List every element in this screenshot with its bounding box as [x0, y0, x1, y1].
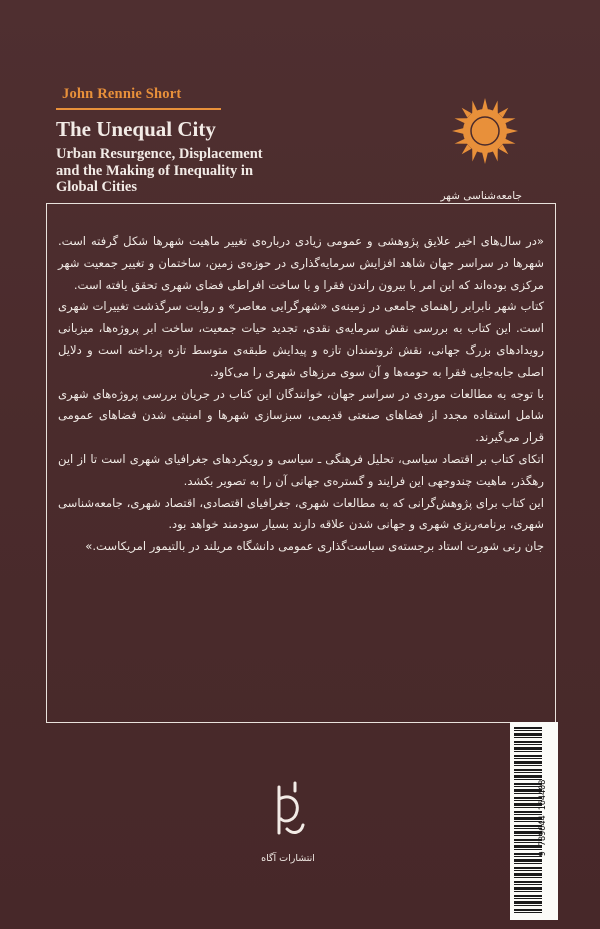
- description-paragraph: اتکای کتاب بر اقتصاد سیاسی، تحلیل فرهنگی ـ سیاسی و رویکردهای جغرافیای شهری است تا از این رهگذر، ماهیت چندوجهی این فرایند و گستره‌ی جهانی آن را به تصویر بکشد.: [58, 451, 544, 488]
- description-paragraph: با توجه به مطالعات موردی در سراسر جهان، خوانندگان این کتاب در جریان بررسی پروژه‌های شهری شامل استفاده مجدد از فضاهای صنعتی قدیمی، سبزسازی شهرها و امنیتی شدن فضاهای عمومی قرار می‌گیرند.: [58, 386, 544, 445]
- subtitle-line: and the Making of Inequality in: [56, 162, 254, 179]
- description-paragraph: «در سال‌های اخیر علایق پژوهشی و عمومی زیادی درباره‌ی تغییر ماهیت شهرها شکل گرفته است. شهرها در سراسر جهان شاهد افزایش سرمایه‌گذاری در حوزه‌ی زمین، ساختمان و تغییر جمعیت شهر مرکزی بوده‌اند که این امر با بیرون راندن فقرا و با ساخت افراطی فضای شهری تحقق یافته است.: [58, 234, 544, 292]
- description-paragraph: این کتاب برای پژوهش‌گرانی که به مطالعات شهری، جغرافیای اقتصادی، اقتصاد شهری، جامعه‌شناسی شهری، برنامه‌ریزی شهری و جهانی شدن علاقه دارند بسیار سودمند خواهد بود.: [58, 495, 544, 532]
- description-paragraph: جان رنی شورت استاد برجسته‌ی سیاست‌گذاری عمومی دانشگاه مریلند در بالتیمور امریکاست.»: [85, 539, 544, 554]
- author-name: John Rennie Short: [62, 86, 182, 102]
- series-label: جامعه‌شناسی شهر: [440, 190, 522, 202]
- agah-logo-icon: [269, 779, 307, 841]
- barcode-number: 9 789644 164408: [538, 779, 548, 857]
- sun-emblem-icon: [452, 98, 518, 164]
- subtitle-line: Global Cities: [56, 179, 137, 195]
- author-rule: [56, 108, 221, 110]
- subtitle-line: Urban Resurgence, Displacement: [56, 146, 263, 162]
- publisher-name: انتشارات آگاه: [261, 853, 315, 864]
- isbn-barcode: [510, 722, 558, 920]
- description-paragraph: کتاب شهر نابرابر راهنمای جامعی در زمینه‌ی «شهرگرایی معاصر» و روایت سرگذشت تغییرات شهری است. این کتاب به بررسی نقش سرمایه‌ی نقدی، تجدید حیات جمعیت، ساخت ابر پروژه‌ها، میزبانی رویدادهای بزرگ جهانی، نقش ثروتمندان تازه و پیدایش طبقه‌ی متوسط تازه پرداخته است و دلایل اصلی جابه‌جایی فقرا به حومه‌ها و آن سوی مرزهای شهری را می‌کاود.: [58, 299, 544, 379]
- book-title: The Unequal City: [56, 117, 216, 141]
- book-subtitle: [56, 146, 346, 196]
- description-text: [58, 231, 544, 558]
